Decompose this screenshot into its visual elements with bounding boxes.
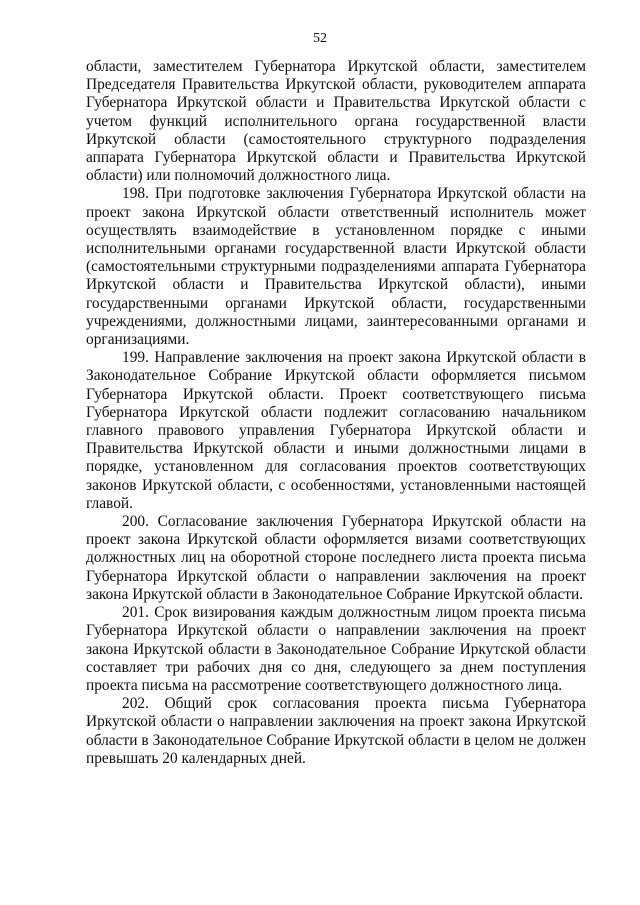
paragraph-200: 200. Согласование заключения Губернатора Иркутской области на проект закона Иркутской области оформляется визами соответствующих должностных лиц на оборотной стороне последнего листа проекта письма Губернатора Иркутской области о направлении заключения на проект закона Иркутской области в Законодательное Собрание Иркутской области. xyxy=(86,513,586,603)
paragraph-202: 202. Общий срок согласования проекта письма Губернатора Иркутской области о направлении заключения на проект закона Иркутской области в Законодательное Собрание Иркутской области в целом не должен превышать 20 календарных дней. xyxy=(86,695,586,767)
paragraph-198: 198. При подготовке заключения Губернатора Иркутской области на проект закона Иркутской области ответственный исполнитель может осуществлять взаимодействие в установленном порядке с иными исполнительными органами государственной власти Иркутской области (самостоятельными структурными подразделениями аппарата Губернатора Иркутской области и Правительства Иркутской области), иными государственными органами Иркутской области, государственными учреждениями, должностными лицами, заинтересованными органами и организациями. xyxy=(86,185,586,349)
paragraph-201: 201. Срок визирования каждым должностным лицом проекта письма Губернатора Иркутской области о направлении заключения на проект закона Иркутской области в Законодательное Собрание Иркутской области составляет три рабочих дня со дня, следующего за днем поступления проекта письма на рассмотрение соответствующего должностного лица. xyxy=(86,604,586,694)
document-body xyxy=(86,58,586,768)
page-number: 52 xyxy=(313,31,327,46)
paragraph-continuation: области, заместителем Губернатора Иркутской области, заместителем Председателя Правительства Иркутской области, руководителем аппарата Губернатора Иркутской области и Правительства Иркутской области с учетом функций исполнительного органа государственной власти Иркутской области (самостоятельного структурного подразделения аппарата Губернатора Иркутской области и Правительства Иркутской области) или полномочий должностного лица. xyxy=(86,58,586,185)
paragraph-199: 199. Направление заключения на проект закона Иркутской области в Законодательное Собрание Иркутской области оформляется письмом Губернатора Иркутской области. Проект соответствующего письма Губернатора Иркутской области подлежит согласованию начальником главного правового управления Губернатора Иркутской области и Правительства Иркутской области и иными должностными лицами в порядке, установленном для согласования проектов соответствующих законов Иркутской области, с особенностями, установленными настоящей главой. xyxy=(86,349,586,512)
